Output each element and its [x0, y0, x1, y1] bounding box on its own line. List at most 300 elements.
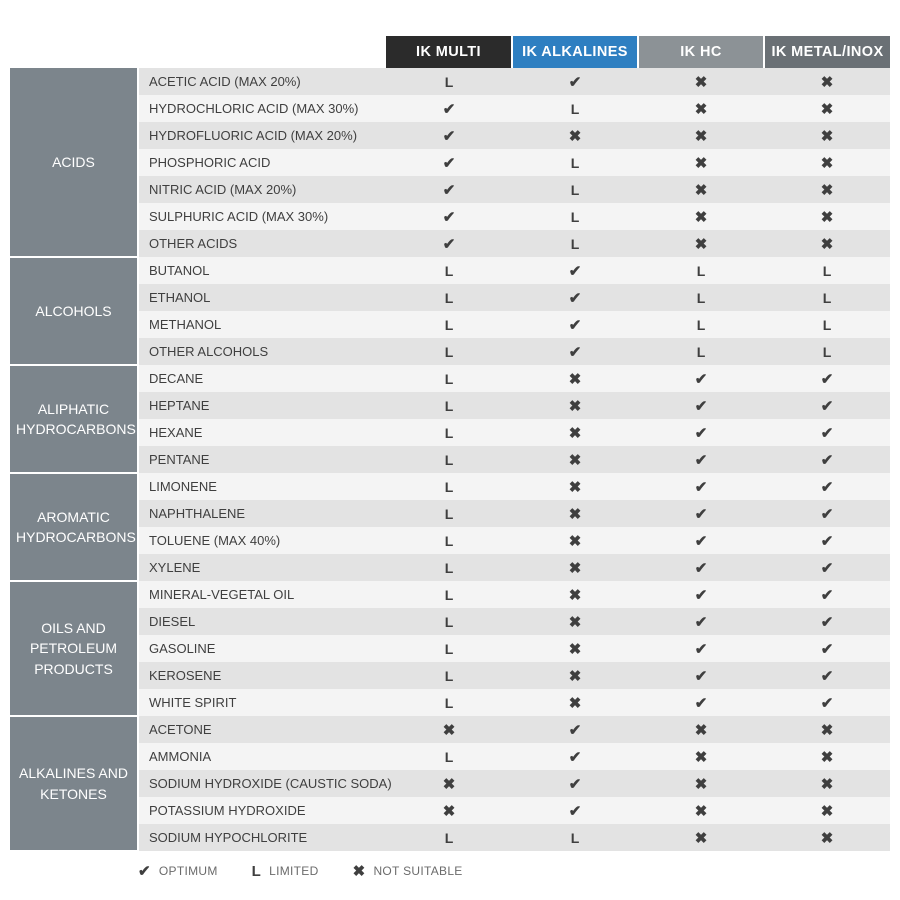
compatibility-cell-alk	[512, 581, 638, 608]
substance-name: DECANE	[138, 365, 386, 392]
cross-icon: ✖	[442, 775, 456, 793]
compatibility-cell-multi	[386, 689, 512, 716]
check-icon: ✔	[694, 451, 708, 469]
cross-icon: ✖	[820, 181, 834, 199]
cross-icon: ✖	[820, 73, 834, 91]
substance-name: SULPHURIC ACID (MAX 30%)	[138, 203, 386, 230]
compatibility-cell-alk	[512, 446, 638, 473]
group-label: AROMATIC HYDROCARBONS	[10, 473, 138, 581]
cross-icon: ✖	[694, 181, 708, 199]
compatibility-cell-metal	[764, 554, 890, 581]
group-label: ALKALINES AND KETONES	[10, 716, 138, 851]
limited-icon: L	[570, 181, 580, 198]
limited-icon: L	[444, 316, 454, 333]
compatibility-cell-alk	[512, 176, 638, 203]
compatibility-cell-hc	[638, 554, 764, 581]
check-icon: ✔	[820, 478, 834, 496]
check-icon: ✔	[820, 694, 834, 712]
cross-icon: ✖	[820, 100, 834, 118]
compatibility-cell-multi	[386, 743, 512, 770]
substance-name: AMMONIA	[138, 743, 386, 770]
compatibility-cell-multi	[386, 122, 512, 149]
check-icon: ✔	[694, 559, 708, 577]
limited-icon: L	[444, 667, 454, 684]
compatibility-cell-alk	[512, 419, 638, 446]
compatibility-cell-metal	[764, 257, 890, 284]
compatibility-cell-multi	[386, 446, 512, 473]
cross-icon: ✖	[820, 829, 834, 847]
cross-icon: ✖	[568, 667, 582, 685]
check-icon: ✔	[568, 73, 582, 91]
compatibility-cell-alk	[512, 527, 638, 554]
compatibility-cell-alk	[512, 500, 638, 527]
table-header	[10, 36, 890, 68]
compatibility-cell-multi	[386, 68, 512, 95]
compatibility-cell-metal	[764, 635, 890, 662]
compatibility-cell-multi	[386, 365, 512, 392]
limited-icon: L	[570, 235, 580, 252]
check-icon: ✔	[568, 775, 582, 793]
compatibility-cell-metal	[764, 797, 890, 824]
header-blank-name	[138, 36, 386, 68]
compatibility-cell-hc	[638, 149, 764, 176]
compatibility-cell-alk	[512, 68, 638, 95]
table-row	[10, 419, 890, 446]
check-icon: ✔	[820, 586, 834, 604]
compatibility-cell-multi	[386, 662, 512, 689]
compatibility-cell-metal	[764, 689, 890, 716]
compatibility-cell-multi	[386, 392, 512, 419]
chemical-compatibility-table	[10, 36, 890, 852]
compatibility-cell-hc	[638, 257, 764, 284]
check-icon: ✔	[820, 532, 834, 550]
compatibility-cell-alk	[512, 149, 638, 176]
substance-name: MINERAL-VEGETAL OIL	[138, 581, 386, 608]
table-body	[10, 68, 890, 851]
check-icon: ✔	[820, 397, 834, 415]
table-row	[10, 797, 890, 824]
substance-name: LIMONENE	[138, 473, 386, 500]
cross-icon: ✖	[568, 424, 582, 442]
check-icon: ✔	[568, 721, 582, 739]
limited-icon: L	[444, 289, 454, 306]
compatibility-cell-hc	[638, 635, 764, 662]
compatibility-cell-alk	[512, 311, 638, 338]
substance-name: OTHER ACIDS	[138, 230, 386, 257]
compatibility-cell-alk	[512, 257, 638, 284]
compatibility-cell-multi	[386, 338, 512, 365]
table-row	[10, 338, 890, 365]
cross-icon: ✖	[694, 775, 708, 793]
table-row	[10, 662, 890, 689]
compatibility-cell-metal	[764, 230, 890, 257]
cross-icon: ✖	[568, 478, 582, 496]
cross-icon: ✖	[568, 694, 582, 712]
substance-name: SODIUM HYDROXIDE (CAUSTIC SODA)	[138, 770, 386, 797]
cross-icon: ✖	[820, 748, 834, 766]
check-icon: ✔	[568, 262, 582, 280]
cross-icon: ✖	[568, 559, 582, 577]
cross-icon: ✖	[568, 451, 582, 469]
top-spacer	[0, 0, 900, 36]
substance-name: ACETONE	[138, 716, 386, 743]
table-row	[10, 446, 890, 473]
substance-name: NITRIC ACID (MAX 20%)	[138, 176, 386, 203]
substance-name: HEPTANE	[138, 392, 386, 419]
compatibility-cell-alk	[512, 635, 638, 662]
limited-icon: L	[444, 343, 454, 360]
limited-icon: L	[696, 262, 706, 279]
legend-item	[252, 863, 319, 880]
substance-name: GASOLINE	[138, 635, 386, 662]
compatibility-cell-metal	[764, 68, 890, 95]
limited-icon: L	[696, 289, 706, 306]
compatibility-cell-alk	[512, 230, 638, 257]
substance-name: TOLUENE (MAX 40%)	[138, 527, 386, 554]
compatibility-cell-multi	[386, 203, 512, 230]
compatibility-cell-metal	[764, 149, 890, 176]
check-icon: ✔	[442, 208, 456, 226]
substance-name: KEROSENE	[138, 662, 386, 689]
compatibility-cell-metal	[764, 662, 890, 689]
check-icon: ✔	[694, 532, 708, 550]
compatibility-cell-alk	[512, 392, 638, 419]
cross-icon: ✖	[820, 208, 834, 226]
cross-icon: ✖	[352, 863, 366, 880]
compatibility-cell-alk	[512, 203, 638, 230]
substance-name: DIESEL	[138, 608, 386, 635]
cross-icon: ✖	[568, 370, 582, 388]
compatibility-cell-hc	[638, 203, 764, 230]
cross-icon: ✖	[568, 397, 582, 415]
compatibility-cell-metal	[764, 284, 890, 311]
legend-label: LIMITED	[269, 864, 319, 878]
group-label: OILS AND PETROLEUM PRODUCTS	[10, 581, 138, 716]
check-icon: ✔	[694, 424, 708, 442]
compatibility-cell-metal	[764, 824, 890, 851]
compatibility-cell-hc	[638, 176, 764, 203]
cross-icon: ✖	[694, 802, 708, 820]
substance-name: HYDROCHLORIC ACID (MAX 30%)	[138, 95, 386, 122]
limited-icon: L	[570, 829, 580, 846]
table-row	[10, 500, 890, 527]
compatibility-cell-multi	[386, 635, 512, 662]
limited-icon: L	[444, 505, 454, 522]
limited-icon: L	[444, 532, 454, 549]
cross-icon: ✖	[568, 127, 582, 145]
table-row	[10, 554, 890, 581]
substance-name: XYLENE	[138, 554, 386, 581]
table-row	[10, 284, 890, 311]
compatibility-cell-hc	[638, 608, 764, 635]
compatibility-cell-hc	[638, 230, 764, 257]
substance-name: PHOSPHORIC ACID	[138, 149, 386, 176]
compatibility-cell-hc	[638, 662, 764, 689]
compatibility-cell-hc	[638, 365, 764, 392]
check-icon: ✔	[820, 424, 834, 442]
compatibility-cell-alk	[512, 797, 638, 824]
compatibility-cell-hc	[638, 95, 764, 122]
header-row	[10, 36, 890, 68]
compatibility-cell-hc	[638, 446, 764, 473]
limited-icon: L	[570, 100, 580, 117]
cross-icon: ✖	[820, 235, 834, 253]
compatibility-cell-multi	[386, 230, 512, 257]
compatibility-cell-multi	[386, 770, 512, 797]
substance-name: SODIUM HYPOCHLORITE	[138, 824, 386, 851]
compatibility-cell-metal	[764, 446, 890, 473]
compatibility-cell-multi	[386, 473, 512, 500]
compatibility-cell-alk	[512, 338, 638, 365]
check-icon: ✔	[694, 505, 708, 523]
cross-icon: ✖	[820, 154, 834, 172]
compatibility-cell-alk	[512, 716, 638, 743]
substance-name: POTASSIUM HYDROXIDE	[138, 797, 386, 824]
limited-icon: L	[822, 262, 832, 279]
compatibility-cell-multi	[386, 797, 512, 824]
check-icon: ✔	[138, 863, 151, 880]
table-row	[10, 257, 890, 284]
substance-name: OTHER ALCOHOLS	[138, 338, 386, 365]
compatibility-cell-hc	[638, 527, 764, 554]
legend-item	[138, 862, 218, 880]
compatibility-cell-metal	[764, 743, 890, 770]
limited-icon: L	[251, 862, 262, 880]
compatibility-cell-metal	[764, 716, 890, 743]
compatibility-cell-multi	[386, 284, 512, 311]
check-icon: ✔	[694, 397, 708, 415]
limited-icon: L	[444, 424, 454, 441]
limited-icon: L	[822, 343, 832, 360]
cross-icon: ✖	[820, 721, 834, 739]
compatibility-cell-metal	[764, 338, 890, 365]
compatibility-cell-metal	[764, 311, 890, 338]
cross-icon: ✖	[568, 532, 582, 550]
compatibility-cell-multi	[386, 581, 512, 608]
compatibility-cell-hc	[638, 68, 764, 95]
cross-icon: ✖	[694, 829, 708, 847]
compatibility-cell-metal	[764, 527, 890, 554]
cross-icon: ✖	[820, 802, 834, 820]
cross-icon: ✖	[820, 127, 834, 145]
limited-icon: L	[696, 343, 706, 360]
check-icon: ✔	[820, 505, 834, 523]
table-row	[10, 716, 890, 743]
compatibility-cell-metal	[764, 392, 890, 419]
substance-name: BUTANOL	[138, 257, 386, 284]
cross-icon: ✖	[694, 208, 708, 226]
compatibility-cell-metal	[764, 203, 890, 230]
cross-icon: ✖	[820, 775, 834, 793]
table-row	[10, 95, 890, 122]
check-icon: ✔	[568, 316, 582, 334]
compatibility-cell-multi	[386, 149, 512, 176]
cross-icon: ✖	[694, 748, 708, 766]
table-row	[10, 689, 890, 716]
table-row	[10, 365, 890, 392]
limited-icon: L	[444, 397, 454, 414]
cross-icon: ✖	[442, 802, 456, 820]
compatibility-cell-hc	[638, 770, 764, 797]
table-row	[10, 635, 890, 662]
legend	[0, 862, 900, 880]
limited-icon: L	[570, 154, 580, 171]
compatibility-cell-hc	[638, 284, 764, 311]
compatibility-cell-alk	[512, 824, 638, 851]
substance-name: HYDROFLUORIC ACID (MAX 20%)	[138, 122, 386, 149]
header-blank-group	[10, 36, 138, 68]
column-header-ik-hc: IK HC	[638, 36, 764, 68]
compatibility-cell-multi	[386, 527, 512, 554]
limited-icon: L	[444, 370, 454, 387]
cross-icon: ✖	[568, 505, 582, 523]
table-row	[10, 230, 890, 257]
substance-name: NAPHTHALENE	[138, 500, 386, 527]
check-icon: ✔	[568, 748, 582, 766]
limited-icon: L	[822, 289, 832, 306]
check-icon: ✔	[442, 100, 456, 118]
compatibility-cell-multi	[386, 500, 512, 527]
substance-name: WHITE SPIRIT	[138, 689, 386, 716]
check-icon: ✔	[694, 478, 708, 496]
check-icon: ✔	[820, 667, 834, 685]
compatibility-cell-multi	[386, 554, 512, 581]
compatibility-cell-multi	[386, 176, 512, 203]
check-icon: ✔	[820, 451, 834, 469]
compatibility-cell-alk	[512, 365, 638, 392]
legend-label: NOT SUITABLE	[373, 864, 463, 878]
compatibility-cell-hc	[638, 743, 764, 770]
table-row	[10, 392, 890, 419]
limited-icon: L	[444, 829, 454, 846]
substance-name: METHANOL	[138, 311, 386, 338]
compatibility-cell-alk	[512, 95, 638, 122]
check-icon: ✔	[694, 640, 708, 658]
compatibility-cell-hc	[638, 797, 764, 824]
check-icon: ✔	[694, 370, 708, 388]
limited-icon: L	[696, 316, 706, 333]
compatibility-cell-metal	[764, 581, 890, 608]
check-icon: ✔	[568, 802, 582, 820]
cross-icon: ✖	[568, 640, 582, 658]
compatibility-cell-metal	[764, 419, 890, 446]
compatibility-cell-alk	[512, 689, 638, 716]
compatibility-cell-alk	[512, 743, 638, 770]
table-row	[10, 203, 890, 230]
compatibility-cell-multi	[386, 716, 512, 743]
limited-icon: L	[444, 451, 454, 468]
compatibility-cell-hc	[638, 473, 764, 500]
table-row	[10, 473, 890, 500]
compatibility-cell-metal	[764, 500, 890, 527]
compatibility-cell-multi	[386, 608, 512, 635]
check-icon: ✔	[568, 289, 582, 307]
compatibility-cell-hc	[638, 716, 764, 743]
compatibility-cell-metal	[764, 176, 890, 203]
table-row	[10, 581, 890, 608]
limited-icon: L	[444, 262, 454, 279]
compatibility-cell-alk	[512, 554, 638, 581]
compatibility-cell-alk	[512, 473, 638, 500]
substance-name: HEXANE	[138, 419, 386, 446]
cross-icon: ✖	[694, 127, 708, 145]
table-row	[10, 743, 890, 770]
table-row	[10, 122, 890, 149]
check-icon: ✔	[442, 154, 456, 172]
cross-icon: ✖	[694, 235, 708, 253]
check-icon: ✔	[694, 613, 708, 631]
compatibility-cell-alk	[512, 662, 638, 689]
limited-icon: L	[444, 586, 454, 603]
compatibility-cell-multi	[386, 419, 512, 446]
limited-icon: L	[444, 748, 454, 765]
compatibility-cell-hc	[638, 311, 764, 338]
compatibility-cell-hc	[638, 689, 764, 716]
group-label: ALIPHATIC HYDROCARBONS	[10, 365, 138, 473]
substance-name: ACETIC ACID (MAX 20%)	[138, 68, 386, 95]
compatibility-cell-alk	[512, 608, 638, 635]
limited-icon: L	[444, 73, 454, 90]
check-icon: ✔	[694, 667, 708, 685]
check-icon: ✔	[442, 181, 456, 199]
table-row	[10, 608, 890, 635]
check-icon: ✔	[442, 127, 456, 145]
table-row	[10, 824, 890, 851]
compatibility-cell-hc	[638, 122, 764, 149]
limited-icon: L	[444, 694, 454, 711]
compatibility-cell-hc	[638, 338, 764, 365]
limited-icon: L	[570, 208, 580, 225]
group-label: ALCOHOLS	[10, 257, 138, 365]
table-row	[10, 176, 890, 203]
limited-icon: L	[444, 478, 454, 495]
check-icon: ✔	[568, 343, 582, 361]
substance-name: ETHANOL	[138, 284, 386, 311]
compatibility-cell-metal	[764, 365, 890, 392]
cross-icon: ✖	[568, 586, 582, 604]
compatibility-cell-alk	[512, 770, 638, 797]
table-row	[10, 770, 890, 797]
check-icon: ✔	[820, 370, 834, 388]
check-icon: ✔	[694, 694, 708, 712]
cross-icon: ✖	[568, 613, 582, 631]
limited-icon: L	[444, 613, 454, 630]
compatibility-cell-hc	[638, 581, 764, 608]
cross-icon: ✖	[442, 721, 456, 739]
legend-item	[353, 862, 463, 880]
check-icon: ✔	[820, 559, 834, 577]
compatibility-cell-multi	[386, 824, 512, 851]
table-row	[10, 527, 890, 554]
table-row	[10, 68, 890, 95]
compatibility-cell-alk	[512, 284, 638, 311]
compatibility-cell-multi	[386, 311, 512, 338]
compatibility-cell-multi	[386, 95, 512, 122]
table-row	[10, 311, 890, 338]
column-header-ik-alkalines: IK ALKALINES	[512, 36, 638, 68]
check-icon: ✔	[820, 640, 834, 658]
limited-icon: L	[444, 559, 454, 576]
cross-icon: ✖	[694, 73, 708, 91]
compatibility-cell-metal	[764, 122, 890, 149]
compatibility-cell-metal	[764, 473, 890, 500]
compatibility-cell-hc	[638, 392, 764, 419]
compatibility-cell-hc	[638, 419, 764, 446]
check-icon: ✔	[694, 586, 708, 604]
compatibility-cell-alk	[512, 122, 638, 149]
table-row	[10, 149, 890, 176]
compatibility-cell-metal	[764, 95, 890, 122]
